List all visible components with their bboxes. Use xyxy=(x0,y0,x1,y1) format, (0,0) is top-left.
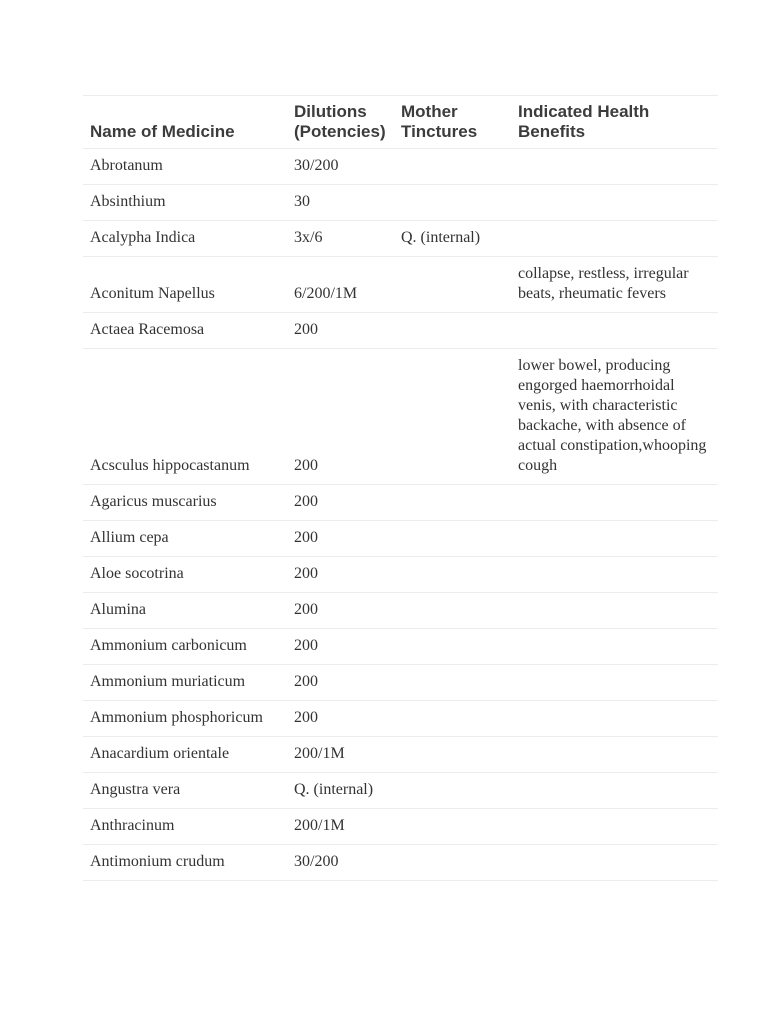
medicine-name-cell: Absinthium xyxy=(83,185,287,221)
health-benefits-cell xyxy=(511,773,718,809)
mother-tincture-cell xyxy=(394,665,511,701)
mother-tincture-cell xyxy=(394,485,511,521)
health-benefits-cell xyxy=(511,557,718,593)
health-benefits-cell xyxy=(511,221,718,257)
table-row xyxy=(83,521,718,557)
table-row xyxy=(83,809,718,845)
medicine-name-cell: Actaea Racemosa xyxy=(83,313,287,349)
dilutions-cell: 200/1M xyxy=(287,737,394,773)
table-row xyxy=(83,845,718,881)
table-row xyxy=(83,185,718,221)
medicine-name-cell: Ammonium muriaticum xyxy=(83,665,287,701)
dilutions-cell: 200 xyxy=(287,485,394,521)
table-row xyxy=(83,629,718,665)
medicine-name-cell: Anthracinum xyxy=(83,809,287,845)
dilutions-cell: 3x/6 xyxy=(287,221,394,257)
health-benefits-cell xyxy=(511,629,718,665)
health-benefits-cell xyxy=(511,665,718,701)
mother-tincture-cell xyxy=(394,521,511,557)
table-row xyxy=(83,257,718,313)
table-row xyxy=(83,313,718,349)
dilutions-cell: 6/200/1M xyxy=(287,257,394,313)
medicine-name-cell: Aconitum Napellus xyxy=(83,257,287,313)
health-benefits-cell xyxy=(511,845,718,881)
table-row xyxy=(83,485,718,521)
dilutions-cell: 200 xyxy=(287,701,394,737)
mother-tincture-cell: Q. (internal) xyxy=(394,221,511,257)
table-row xyxy=(83,665,718,701)
medicine-name-cell: Aloe socotrina xyxy=(83,557,287,593)
medicine-name-cell: Allium cepa xyxy=(83,521,287,557)
health-benefits-cell xyxy=(511,313,718,349)
dilutions-cell: 200/1M xyxy=(287,809,394,845)
medicine-name-cell: Acsculus hippocastanum xyxy=(83,349,287,485)
table-row xyxy=(83,557,718,593)
header-mother-tinctures: Mother Tinctures xyxy=(401,102,478,141)
health-benefits-cell xyxy=(511,809,718,845)
mother-tincture-cell xyxy=(394,701,511,737)
header-health-benefits: Indicated Health Benefits xyxy=(518,102,650,141)
health-benefits-cell: lower bowel, producing engorged haemorrhoidal venis, with characteristic backache, with absence of actual constipation,whooping cough xyxy=(511,349,718,485)
header-dilutions: Dilutions (Potencies) xyxy=(294,102,386,141)
dilutions-cell: 200 xyxy=(287,521,394,557)
health-benefits-cell xyxy=(511,593,718,629)
medicine-name-cell: Ammonium phosphoricum xyxy=(83,701,287,737)
table-row xyxy=(83,737,718,773)
dilutions-cell: 200 xyxy=(287,593,394,629)
mother-tincture-cell xyxy=(394,257,511,313)
health-benefits-cell xyxy=(511,485,718,521)
health-benefits-cell xyxy=(511,521,718,557)
mother-tincture-cell xyxy=(394,185,511,221)
medicine-name-cell: Antimonium crudum xyxy=(83,845,287,881)
medicine-table xyxy=(83,95,718,881)
health-benefits-cell xyxy=(511,737,718,773)
dilutions-cell: 200 xyxy=(287,313,394,349)
table-row xyxy=(83,593,718,629)
health-benefits-cell xyxy=(511,701,718,737)
mother-tincture-cell xyxy=(394,629,511,665)
table-row xyxy=(83,773,718,809)
dilutions-cell: 30/200 xyxy=(287,149,394,185)
medicine-name-cell: Agaricus muscarius xyxy=(83,485,287,521)
table-row xyxy=(83,149,718,185)
table-row xyxy=(83,349,718,485)
mother-tincture-cell xyxy=(394,149,511,185)
mother-tincture-cell xyxy=(394,845,511,881)
mother-tincture-cell xyxy=(394,349,511,485)
document-page xyxy=(83,95,718,881)
mother-tincture-cell xyxy=(394,557,511,593)
medicine-name-cell: Angustra vera xyxy=(83,773,287,809)
table-row xyxy=(83,701,718,737)
mother-tincture-cell xyxy=(394,313,511,349)
dilutions-cell: Q. (internal) xyxy=(287,773,394,809)
table-row xyxy=(83,221,718,257)
table-body xyxy=(83,149,718,881)
medicine-name-cell: Acalypha Indica xyxy=(83,221,287,257)
medicine-name-cell: Anacardium orientale xyxy=(83,737,287,773)
dilutions-cell: 200 xyxy=(287,665,394,701)
health-benefits-cell xyxy=(511,185,718,221)
health-benefits-cell xyxy=(511,149,718,185)
dilutions-cell: 30 xyxy=(287,185,394,221)
health-benefits-cell: collapse, restless, irregular beats, rheumatic fevers xyxy=(511,257,718,313)
dilutions-cell: 200 xyxy=(287,629,394,665)
mother-tincture-cell xyxy=(394,737,511,773)
medicine-name-cell: Ammonium carbonicum xyxy=(83,629,287,665)
table-header-row xyxy=(83,96,718,149)
mother-tincture-cell xyxy=(394,773,511,809)
dilutions-cell: 30/200 xyxy=(287,845,394,881)
mother-tincture-cell xyxy=(394,809,511,845)
mother-tincture-cell xyxy=(394,593,511,629)
medicine-name-cell: Alumina xyxy=(83,593,287,629)
dilutions-cell: 200 xyxy=(287,557,394,593)
dilutions-cell: 200 xyxy=(287,349,394,485)
medicine-name-cell: Abrotanum xyxy=(83,149,287,185)
header-name-of-medicine: Name of Medicine xyxy=(90,122,235,141)
